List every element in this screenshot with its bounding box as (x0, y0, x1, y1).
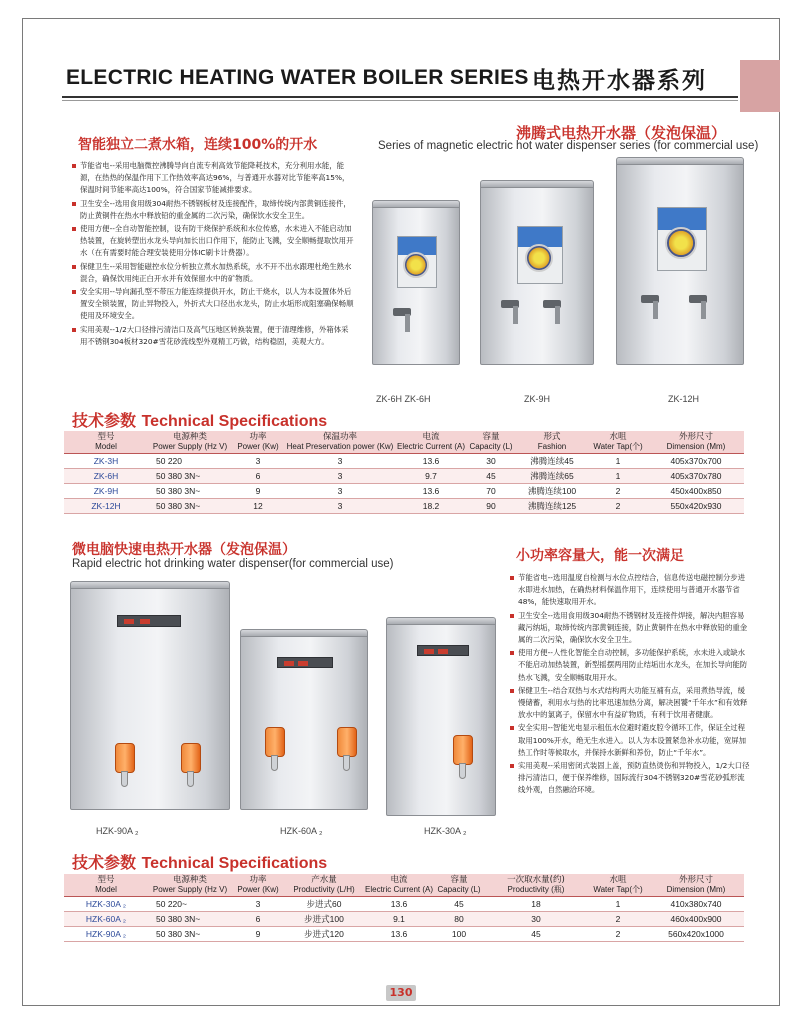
red-tap-icon (181, 743, 203, 787)
water-tap-icon (641, 295, 659, 321)
gauge-icon (403, 252, 429, 278)
spec-title-en: Technical Specifications (141, 413, 328, 430)
section2-product-en: Rapid electric hot drinking water dispenser(for commercial use) (72, 558, 394, 570)
col-header: 保温功率 Heat Preservation power (Kw) (284, 431, 396, 454)
spec-title-cn: 技术参数 (72, 853, 137, 872)
section2-product-cn: 微电脑快速电热开水器（发泡保温） (72, 542, 296, 558)
machine-hzk-30a (386, 622, 496, 816)
page-title-en: ELECTRIC HEATING WATER BOILER SERIES (66, 66, 529, 89)
corner-tab (740, 60, 780, 112)
machine-caption: HZK-90A ₂ (96, 826, 139, 836)
table-row: HZK-30A ₂ 50 220~ 3 步进式60 13.6 45 18 1 410x380x740 (64, 897, 744, 912)
machine-caption: HZK-60A ₂ (280, 826, 323, 836)
machine-hzk-90a (70, 586, 230, 810)
gauge-icon (665, 227, 697, 259)
section1-heading: 智能独立二煮水箱，连续100%的开水 (78, 137, 318, 153)
col-header: 功率 Power (Kw) (232, 431, 284, 454)
col-header: 产水量 Productivity (L/H) (284, 874, 364, 897)
page-number: 130 (386, 985, 416, 1001)
section2-bullet-list (510, 572, 750, 798)
water-tap-icon (543, 300, 561, 326)
table-header-row (64, 874, 744, 897)
col-header: 形式 Fashion (516, 431, 588, 454)
machine-caption: ZK-9H (524, 394, 551, 404)
table-header-row (64, 431, 744, 454)
red-tap-icon (337, 727, 359, 771)
table-row: HZK-90A ₂ 50 380 3N~ 9 步进式120 13.6 100 45 2 560x420x1000 (64, 927, 744, 942)
machine-zk-12h (616, 162, 744, 365)
control-panel (117, 615, 181, 627)
bullet-item: 使用方便--人性化智能全自动控制，多功能保护系统，水未进入或缺水不能启动加热装置，新型摇摆两用防止结垢出水龙头，在加长导向能防热水飞溅，安全顺畅取用开水。 (510, 647, 750, 684)
bullet-item: 使用方便--全自动智能控制，设有防干烧保护系统和水位传感，水未进入不能启动加热装置，在旋转塑出水龙头导向加长出口作用下，能防止飞溅，安全顺畅提取饮用开水（在有需要时能合理安装使用分体IC刷卡计费器）。 (72, 223, 354, 260)
bullet-item: 安全实用--导向漏孔型不带压力能连续提供开水，防止干烧水，以人为本设置体外后置安全锁装置，防止异物投入，外折式大口径出水龙头，防止水垢形成阻塞确保畅顺使用及环境安全。 (72, 286, 354, 323)
machine-lid (616, 157, 744, 165)
bullet-item: 节能省电--选用温度自检测与水位点控结合，信息传送电磁控制分步进水即进水加热，在确热材料保温作用下，连续使用与普通开水器节省48%，能快速取用开水。 (510, 572, 750, 609)
spec-table-1 (64, 431, 744, 514)
spec-title-2 (72, 850, 327, 873)
bullet-item: 卫生安全--选用食用级304耐热不锈钢材及连接件焊接，解决内胆容易藏污纳垢，取缔传统内部黄铜连接，防止黄铜件在热水中释放铅的重金属的二次污染，确保饮水安全卫生。 (510, 610, 750, 647)
red-tap-icon (265, 727, 287, 771)
col-header: 功率 Power (Kw) (232, 874, 284, 897)
table-row: ZK-6H 50 380 3N~ 6 3 9.7 45 沸腾连续65 1 405x370x780 (64, 469, 744, 484)
col-header: 电源种类 Power Supply (Hz V) (148, 874, 232, 897)
control-panel (417, 645, 469, 656)
page-title-cn: 电热开水器系列 (532, 68, 707, 94)
water-tap-icon (501, 300, 519, 326)
machine-lid (240, 629, 368, 637)
table-row: ZK-12H 50 380 3N~ 12 3 18.2 90 沸腾连续125 2 550x420x930 (64, 499, 744, 514)
section1-bullet-list (72, 160, 354, 349)
bullet-item: 实用美观--1/2大口径排污清洁口及高气压地区转换装置，便于清理维修，外箱体采用不锈钢304板材320#雪花砂流线型外观精工巧做，结构稳固，美观大方。 (72, 324, 354, 348)
table-row: ZK-9H 50 380 3N~ 9 3 13.6 70 沸腾连续100 2 450x400x850 (64, 484, 744, 499)
section1-product-cn: 沸腾式电热开水器（发泡保温） (516, 124, 727, 142)
machine-lid (386, 617, 496, 625)
section1-product-en: Series of magnetic electric hot water dispenser series (for commercial use) (378, 140, 759, 152)
col-header: 型号 Model (64, 874, 148, 897)
machine-lid (70, 581, 230, 589)
spec-title-en: Technical Specifications (141, 855, 328, 872)
col-header: 水咀 Water Tap(个) (588, 874, 648, 897)
machine-lid (372, 200, 460, 208)
water-tap-icon (393, 308, 411, 334)
bullet-item: 节能省电--采用电脑微控沸腾导向自流专利高效节能降耗技术，充分利用水能，能源，在热热的保温作用下工作热效率高达96%，与普通开水器对比节能率高15%，保温时间节能率高达100%，符合国家节能减排要求。 (72, 160, 354, 197)
col-header: 外形尺寸 Dimension (Mm) (648, 874, 744, 897)
title-rule-thin (62, 100, 738, 101)
bullet-item: 实用美观--采用密闭式装固上盖，预防直热烫伤和异物投入，1/2大口径排污清洁口，便于保养维修，国际流行304不锈钢320#雪花砂弧形流线外观，自然融洽环境。 (510, 760, 750, 797)
title-rule (62, 96, 738, 98)
table-row: ZK-3H 50 220 3 3 13.6 30 沸腾连续45 1 405x370x700 (64, 454, 744, 469)
spec-title-cn: 技术参数 (72, 411, 137, 430)
spec-title-1 (72, 408, 327, 431)
bullet-item: 保健卫生--结合双热与水式结构两大功能互補有点，采用煮热导流，缓慢储蓄，利用水与热的比率迅速加热分离，解决困饕“千年水”和有效释放水中的氯离子，保留水中有益矿物质，有利于饮用者健康。 (510, 685, 750, 722)
gauge-icon (525, 244, 553, 272)
col-header: 外形尺寸 Dimension (Mm) (648, 431, 744, 454)
col-header: 一次取水量(约) Productivity (瓶) (484, 874, 588, 897)
col-header: 容量 Capacity (L) (466, 431, 516, 454)
machine-caption: ZK-12H (668, 394, 700, 404)
machine-hzk-60a (240, 634, 368, 810)
red-tap-icon (115, 743, 137, 787)
col-header: 电流 Electric Current (A) (364, 874, 434, 897)
machine-zk-9h (480, 185, 594, 365)
col-header: 水咀 Water Tap(个) (588, 431, 648, 454)
red-tap-icon (453, 735, 475, 779)
control-panel (277, 657, 333, 668)
spec-table-2 (64, 874, 744, 942)
machine-lid (480, 180, 594, 188)
machine-zk-6h (372, 205, 460, 365)
col-header: 电源种类 Power Supply (Hz V) (148, 431, 232, 454)
col-header: 容量 Capacity (L) (434, 874, 484, 897)
machine-caption: HZK-30A ₂ (424, 826, 467, 836)
bullet-item: 卫生安全--选用食用级304耐热不锈钢板材及连接配件，取缔传统内部黄铜连接件，防止黄铜件在热水中释放铅的重金属的二次污染，确保饮水安全卫生。 (72, 198, 354, 222)
col-header: 型号 Model (64, 431, 148, 454)
machine-caption: ZK-6H ZK-6H (376, 394, 431, 404)
bullet-item: 安全实用--智能光电显示租伍水位避时避皮腔令循环工作，保证全过程取用100%开水，绝无生水进入。以人为本设置紧急补水功能，宽屏加热工作时等候取水，并保持水新鲜和养份，防止“千年水”。 (510, 722, 750, 759)
section2-heading: 小功率容量大，能一次满足 (516, 548, 684, 564)
col-header: 电流 Electric Current (A) (396, 431, 466, 454)
table-row: HZK-60A ₂ 50 380 3N~ 6 步进式100 9.1 80 30 2 460x400x900 (64, 912, 744, 927)
water-tap-icon (689, 295, 707, 321)
bullet-item: 保健卫生--采用智能磁控水位分析独立煮水加热系统，水不开不出水跟理杜绝生熟水混合，确保饮用纯正白开水并有效保留水中的矿物质。 (72, 261, 354, 285)
